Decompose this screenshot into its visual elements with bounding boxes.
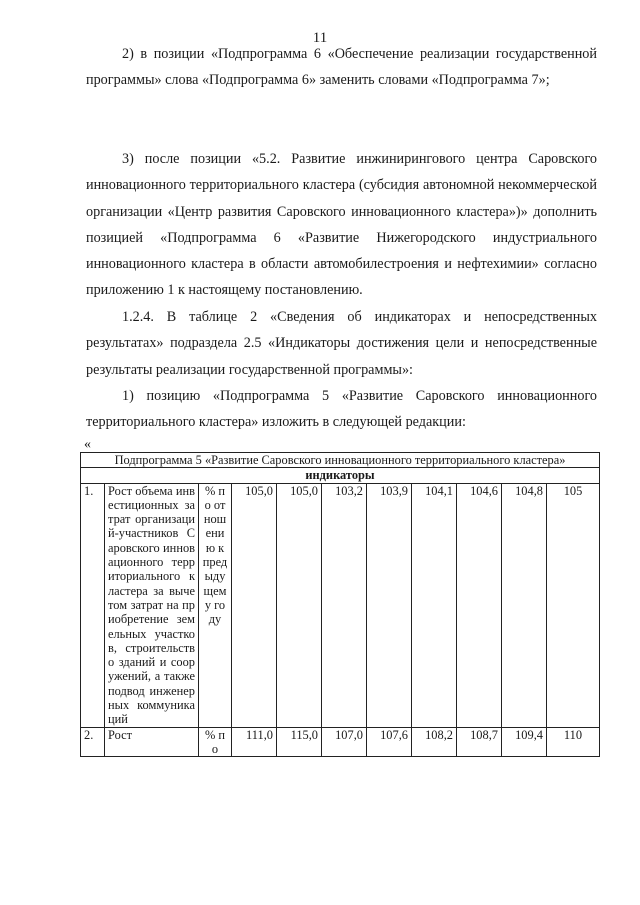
indicator-unit: % по — [199, 727, 232, 757]
table-section-row — [81, 468, 600, 483]
paragraph-item-1: 1) позицию «Подпрограмма 5 «Развитие Саровского инновационного территориального кластера» изложить в следующей редакции: — [86, 388, 597, 431]
paragraph-1-2-4: 1.2.4. В таблице 2 «Сведения об индикаторах и непосредственных результатах» подраздела 2.5 «Индикаторы достижения цели и непосредственные результаты реализации государственной программы»: — [86, 309, 597, 378]
indicator-value: 109,4 — [502, 727, 547, 757]
subprogram-banner: Подпрограмма 5 «Развитие Саровского инновационного территориального кластера» — [81, 453, 600, 468]
table-banner-row — [81, 453, 600, 468]
indicator-value: 108,2 — [412, 727, 457, 757]
row-number: 1. — [81, 483, 105, 727]
indicator-value: 108,7 — [457, 727, 502, 757]
paragraph-item-2: 2) в позиции «Подпрограмма 6 «Обеспечение реализации государственной программы» слова «Подпрограмма 6» заменить словами «Подпрограмма 7»; — [86, 46, 597, 89]
row-number: 2. — [81, 727, 105, 757]
indicator-value: 105,0 — [232, 483, 277, 727]
indicator-value: 104,1 — [412, 483, 457, 727]
opening-quote-mark: « — [84, 437, 91, 452]
indicator-value: 111,0 — [232, 727, 277, 757]
section-header: индикаторы — [81, 468, 600, 483]
indicator-value: 103,9 — [367, 483, 412, 727]
indicator-value: 110 — [547, 727, 600, 757]
paragraph-item-3: 3) после позиции «5.2. Развитие инжинирингового центра Саровского инновационного территориального кластера (субсидия автономной некоммерческой организации «Центр развития Саровского инновационного кластера»)» дополнить позицией «Подпрограмма 6 «Развитие Нижегородского индустриального инновационного кластера в области автомобилестроения и нефтехимии» согласно приложению 1 к настоящему постановлению. — [86, 151, 597, 299]
indicator-unit: % по отношению к предыдущему году — [199, 483, 232, 727]
indicator-value: 105,0 — [277, 483, 322, 727]
indicators-table — [80, 452, 600, 757]
page-number: 11 — [312, 30, 328, 46]
indicator-name: Рост объема инвестиционных затрат организаций-участников Саровского инновационного территориального кластера за вычетом затрат на приобретение земельных участков, строительство зданий и сооружений, а также подвод инженерных коммуникаций — [105, 483, 199, 727]
indicator-value: 105 — [547, 483, 600, 727]
indicator-value: 107,6 — [367, 727, 412, 757]
indicator-value: 104,6 — [457, 483, 502, 727]
indicator-value: 104,8 — [502, 483, 547, 727]
indicator-value: 107,0 — [322, 727, 367, 757]
table-row — [81, 483, 600, 727]
indicator-name: Рост — [105, 727, 199, 757]
table-row — [81, 727, 600, 757]
indicator-value: 115,0 — [277, 727, 322, 757]
indicator-value: 103,2 — [322, 483, 367, 727]
